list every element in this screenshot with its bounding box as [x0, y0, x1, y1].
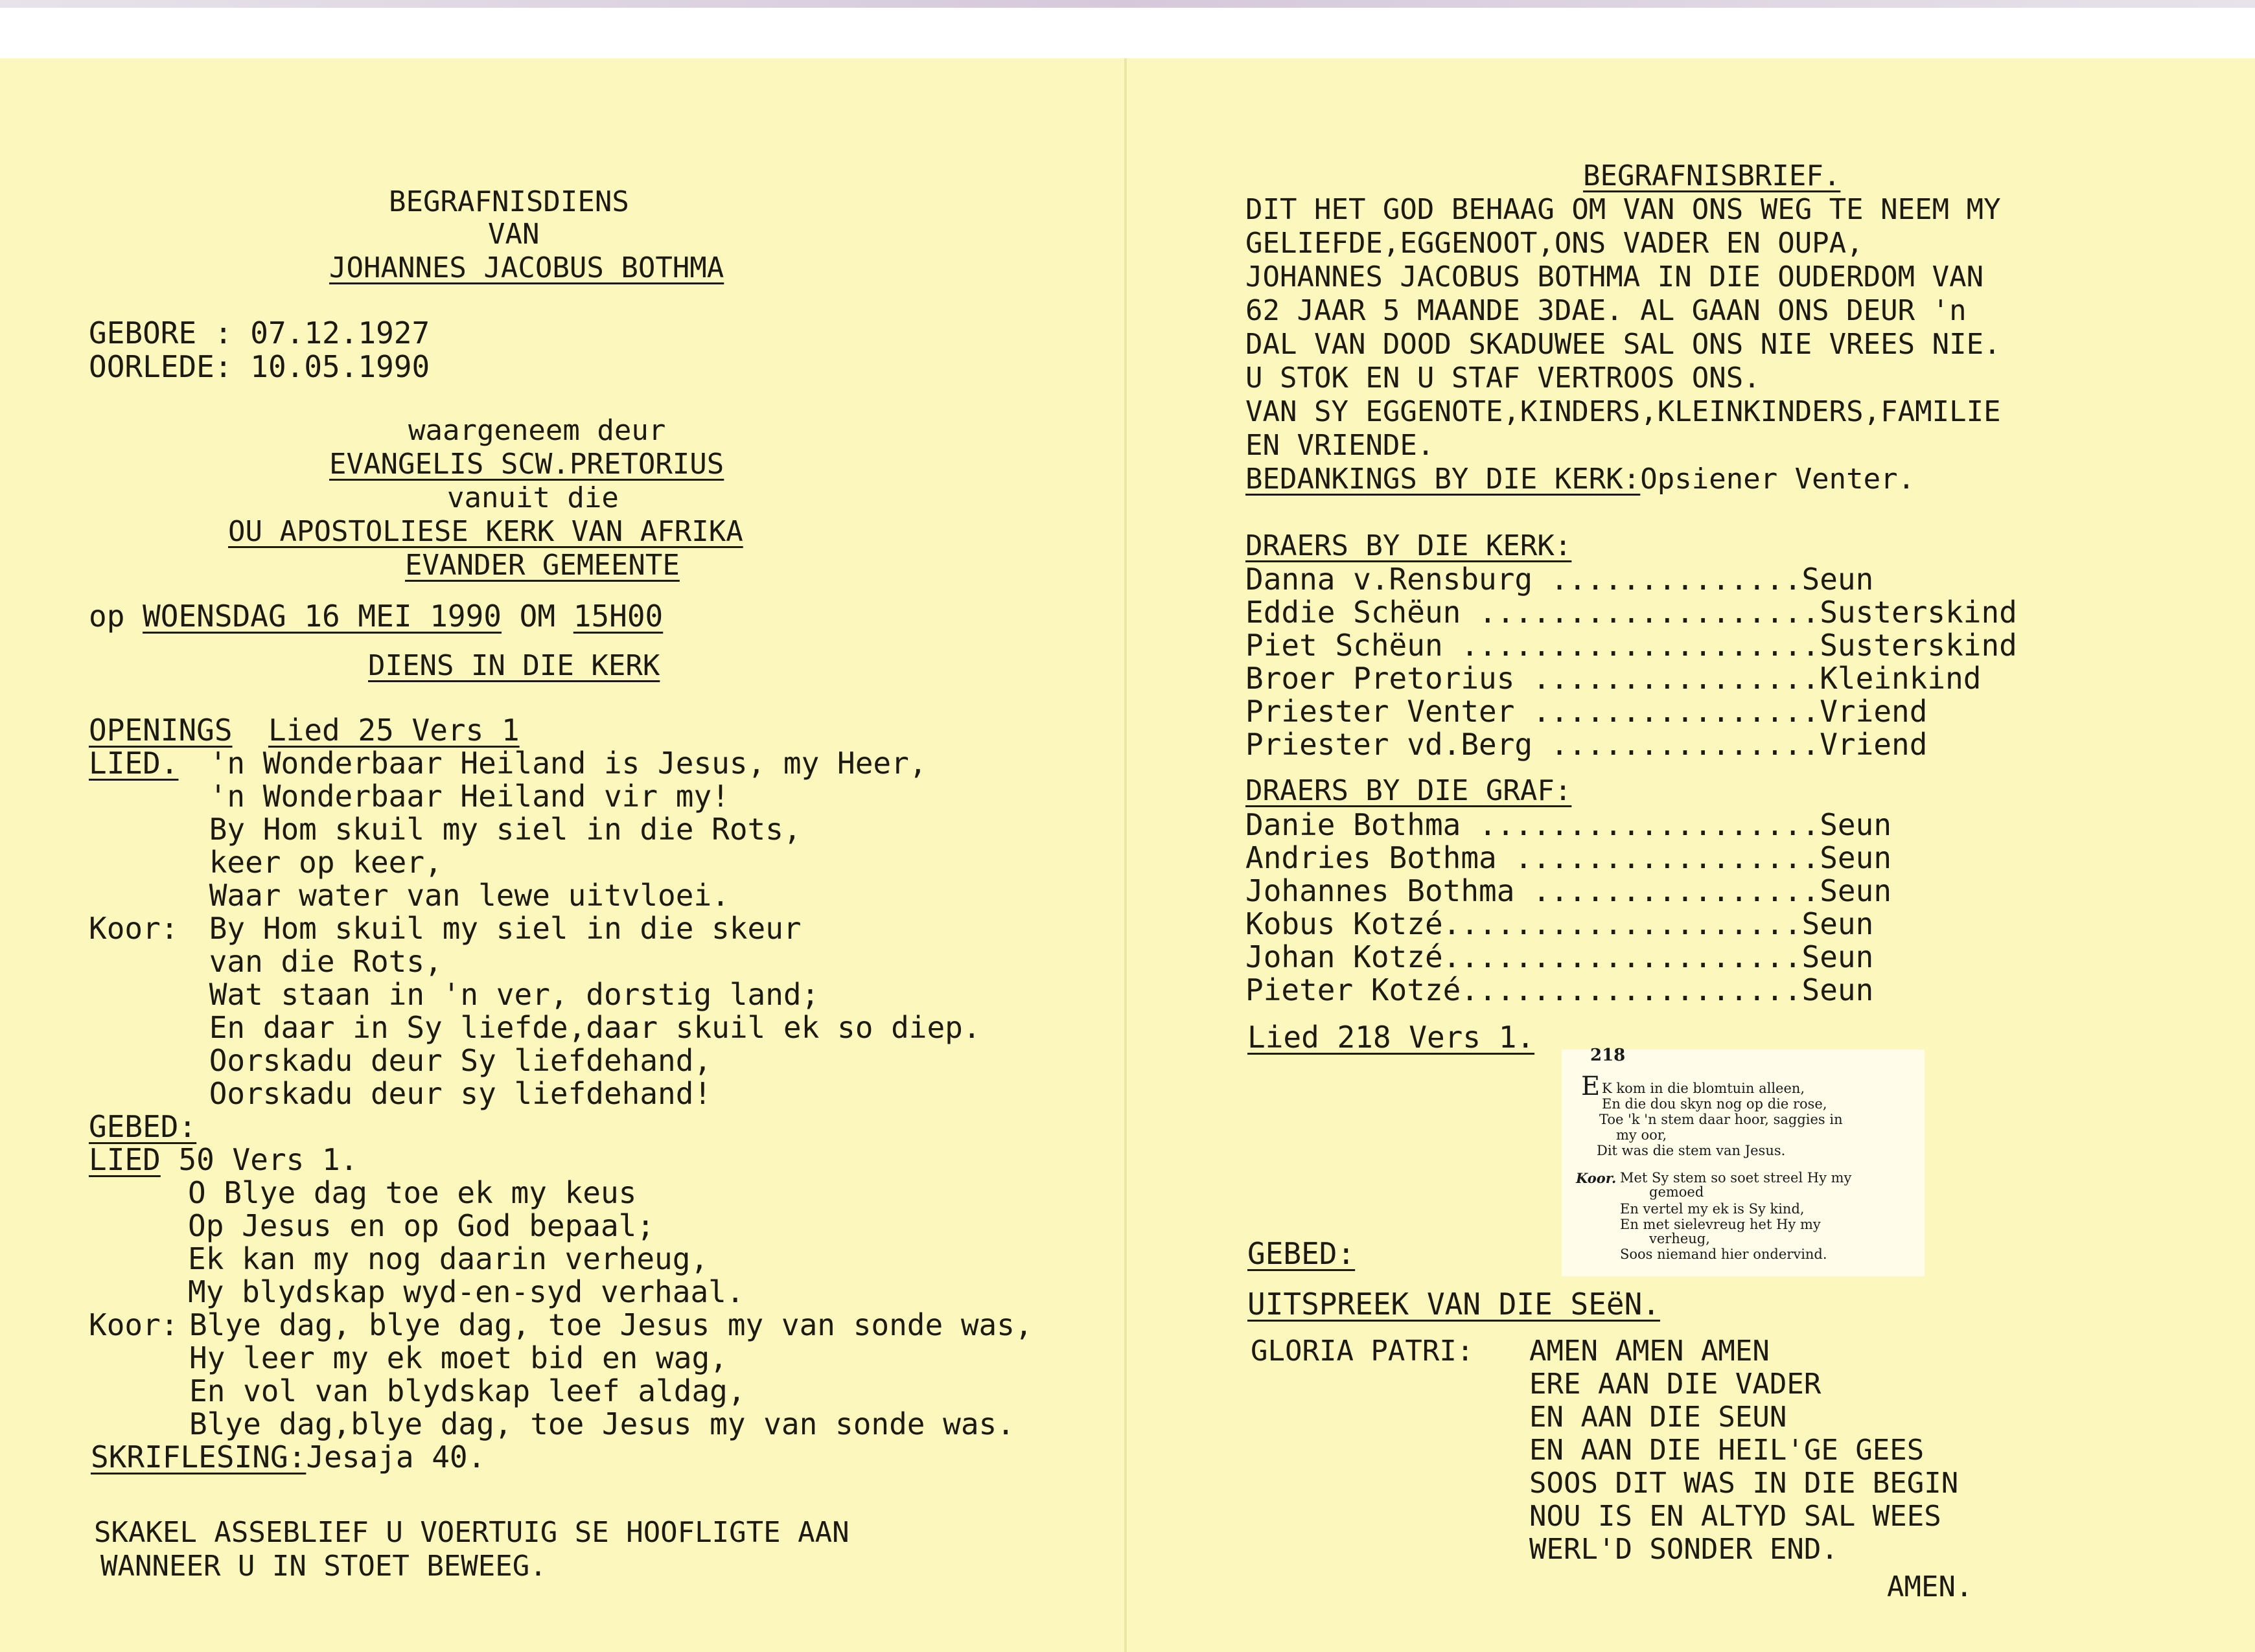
clipping-line: Soos niemand hier ondervind. [1620, 1246, 1827, 1262]
verse-line: Waar water van lewe uitvloei. [191, 878, 730, 913]
opening-hymn-ref: Lied 25 Vers 1 [268, 713, 520, 748]
gloria-line: ERE AAN DIE VADER [1529, 1368, 1821, 1401]
hymn-2-heading: LIED 50 Vers 1. [89, 1142, 358, 1177]
chorus-line: En vol van blydskap leef aldag, [189, 1373, 746, 1408]
clipping-line: my oor, [1616, 1127, 1667, 1143]
clipping-line: En die dou skyn nog op die rose, [1602, 1096, 1827, 1112]
funeral-letter-heading: BEGRAFNISBRIEF. [1583, 159, 1841, 192]
gloria-line: SOOS DIT WAS IN DIE BEGIN [1529, 1467, 1959, 1500]
congregation-name: EVANDER GEMEENTE [405, 549, 680, 582]
bearer-row: Johannes Bothma ................Seun [1245, 873, 1892, 908]
gloria-label: GLORIA PATRI: [1251, 1335, 1474, 1368]
hymn-number: 218 [1590, 1046, 1626, 1065]
bearer-row: Danie Bothma ...................Seun [1245, 807, 1892, 842]
chorus-line: Blye dag,blye dag, toe Jesus my van sonde was. [189, 1406, 1015, 1441]
opening-hymn-line: OPENINGS Lied 25 Vers 1 [89, 713, 520, 748]
letter-line: EN VRIENDE. [1245, 429, 1435, 462]
clipping-line: gemoed [1649, 1184, 1704, 1200]
bearer-row: Eddie Schëun ...................Susterskind [1245, 595, 2017, 630]
bearer-row: Priester vd.Berg ...............Vriend [1245, 727, 1928, 762]
chorus-line: En daar in Sy liefde,daar skuil ek so diep. [191, 1010, 981, 1045]
birth-date: GEBORE : 07.12.1927 [89, 315, 430, 350]
from-label: vanuit die [447, 481, 619, 514]
hymn-218-ref: Lied 218 Vers 1. [1247, 1020, 1535, 1055]
clipping-line: Toe 'k 'n stem daar hoor, saggies in [1599, 1112, 1843, 1127]
verse-line: Op Jesus en op God bepaal; [188, 1208, 655, 1243]
verse-line: By Hom skuil my siel in die Rots, [191, 812, 802, 847]
service-day: WOENSDAG 16 MEI 1990 [143, 599, 502, 634]
service-date-line: op WOENSDAG 16 MEI 1990 OM 15H00 [89, 599, 664, 634]
top-edge-mark [0, 0, 2255, 8]
bearer-row: Andries Bothma .................Seun [1245, 840, 1892, 875]
gebed-label: GEBED: [89, 1109, 197, 1144]
verse-line: 'n Wonderbaar Heiland is Jesus, my Heer, [191, 746, 927, 781]
bearers-church-heading: DRAERS BY DIE KERK: [1245, 529, 1572, 562]
gloria-line: WERL'D SONDER END. [1529, 1533, 1838, 1566]
letter-line: VAN SY EGGENOTE,KINDERS,KLEINKINDERS,FAMILIE [1245, 395, 2001, 428]
verse-line: O Blye dag toe ek my keus [188, 1175, 637, 1210]
bearer-row: Kobus Kotzé....................Seun [1245, 906, 1874, 941]
clipping-koor-label: Koor. [1576, 1170, 1617, 1186]
letter-line: DAL VAN DOOD SKADUWEE SAL ONS NIE VREES NIE. [1245, 328, 2001, 361]
bearer-row: Danna v.Rensburg ..............Seun [1245, 562, 1874, 597]
clipping-line: K kom in die blomtuin alleen, [1602, 1081, 1805, 1096]
chorus-line: Blye dag, blye dag, toe Jesus my van sonde was, [189, 1307, 1033, 1342]
headlight-notice-2: WANNEER U IN STOET BEWEEG. [100, 1550, 547, 1583]
service-heading: DIENS IN DIE KERK [368, 649, 660, 682]
verse-line: My blydskap wyd-en-syd verhaal. [188, 1274, 745, 1309]
service-time: 15H00 [573, 599, 664, 634]
chorus-line: Hy leer my ek moet bid en wag, [189, 1340, 728, 1375]
verse-line: keer op keer, [191, 845, 443, 880]
clipping-line: En vertel my ek is Sy kind, [1620, 1201, 1805, 1217]
bearer-row: Broer Pretorius ................Kleinkind [1245, 661, 1982, 696]
clipping-line: Met Sy stem so soet streel Hy my [1620, 1170, 1852, 1186]
koor-label: Koor: [89, 911, 179, 946]
chorus-line: van die Rots, [191, 944, 443, 979]
benediction: UITSPREEK VAN DIE SEëN. [1247, 1287, 1660, 1322]
bearer-row: Priester Venter ................Vriend [1245, 694, 1928, 729]
headlight-notice-1: SKAKEL ASSEBLIEF U VOERTUIG SE HOOFLIGTE AAN [94, 1516, 850, 1549]
thanks-line: BEDANKINGS BY DIE KERK:Opsiener Venter. [1245, 463, 1915, 496]
scripture-reference: Jesaja 40. [306, 1440, 486, 1474]
title-line-1: BEGRAFNISDIENS [389, 185, 629, 218]
letter-line: JOHANNES JACOBUS BOTHMA IN DIE OUDERDOM VAN [1245, 260, 1984, 293]
letter-line: 62 JAAR 5 MAANDE 3DAE. AL GAAN ONS DEUR 'n [1245, 294, 1967, 327]
bearer-row: Johan Kotzé....................Seun [1245, 939, 1874, 974]
gloria-line: EN AAN DIE SEUN [1529, 1401, 1787, 1434]
chorus-line: Wat staan in 'n ver, dorstig land; [191, 977, 820, 1012]
thanks-value: Opsiener Venter. [1640, 463, 1915, 496]
led-by-label: waargeneem deur [408, 414, 666, 447]
drop-cap: E [1581, 1072, 1601, 1101]
gloria-line: NOU IS EN ALTYD SAL WEES [1529, 1500, 1941, 1533]
letter-line: GELIEFDE,EGGENOOT,ONS VADER EN OUPA, [1245, 227, 1864, 260]
chorus-line: Oorskadu deur Sy liefdehand, [191, 1043, 712, 1078]
bearer-row: Pieter Kotzé...................Seun [1245, 972, 1874, 1007]
clipping-line: Dit was die stem van Jesus. [1597, 1143, 1786, 1158]
death-date: OORLEDE: 10.05.1990 [89, 349, 430, 384]
title-line-2: VAN [488, 218, 540, 251]
gloria-line: EN AAN DIE HEIL'GE GEES [1529, 1434, 1925, 1467]
chorus-line: By Hom skuil my siel in die skeur [191, 911, 802, 946]
chorus-line: Oorskadu deur sy liefdehand! [191, 1076, 712, 1111]
letter-line: U STOK EN U STAF VERTROOS ONS. [1245, 361, 1761, 395]
bearers-grave-heading: DRAERS BY DIE GRAF: [1245, 774, 1572, 807]
deceased-name: JOHANNES JACOBUS BOTHMA [329, 251, 724, 284]
verse-line: Ek kan my nog daarin verheug, [188, 1241, 709, 1276]
gloria-line: AMEN AMEN AMEN [1529, 1335, 1770, 1368]
minister-name: EVANGELIS SCW.PRETORIUS [329, 448, 724, 481]
clipping-line: En met sielevreug het Hy my [1620, 1217, 1821, 1232]
koor-2-label: Koor: [89, 1307, 179, 1342]
hymn-218-clipping [1562, 1046, 1925, 1276]
fold-line [1124, 58, 1127, 1652]
clipping-line: verheug, [1649, 1231, 1710, 1246]
verse-line: 'n Wonderbaar Heiland vir my! [191, 779, 730, 814]
closing-amen: AMEN. [1887, 1570, 1973, 1603]
letter-line: DIT HET GOD BEHAAG OM VAN ONS WEG TE NEEM MY [1245, 193, 2001, 226]
bearer-row: Piet Schëun ....................Susterskind [1245, 628, 2017, 663]
lied-label: LIED. [89, 746, 179, 781]
gebed-label: GEBED: [1247, 1236, 1356, 1271]
scripture-reading-line: SKRIFLESING:Jesaja 40. [91, 1440, 486, 1474]
church-name: OU APOSTOLIESE KERK VAN AFRIKA [228, 515, 743, 548]
